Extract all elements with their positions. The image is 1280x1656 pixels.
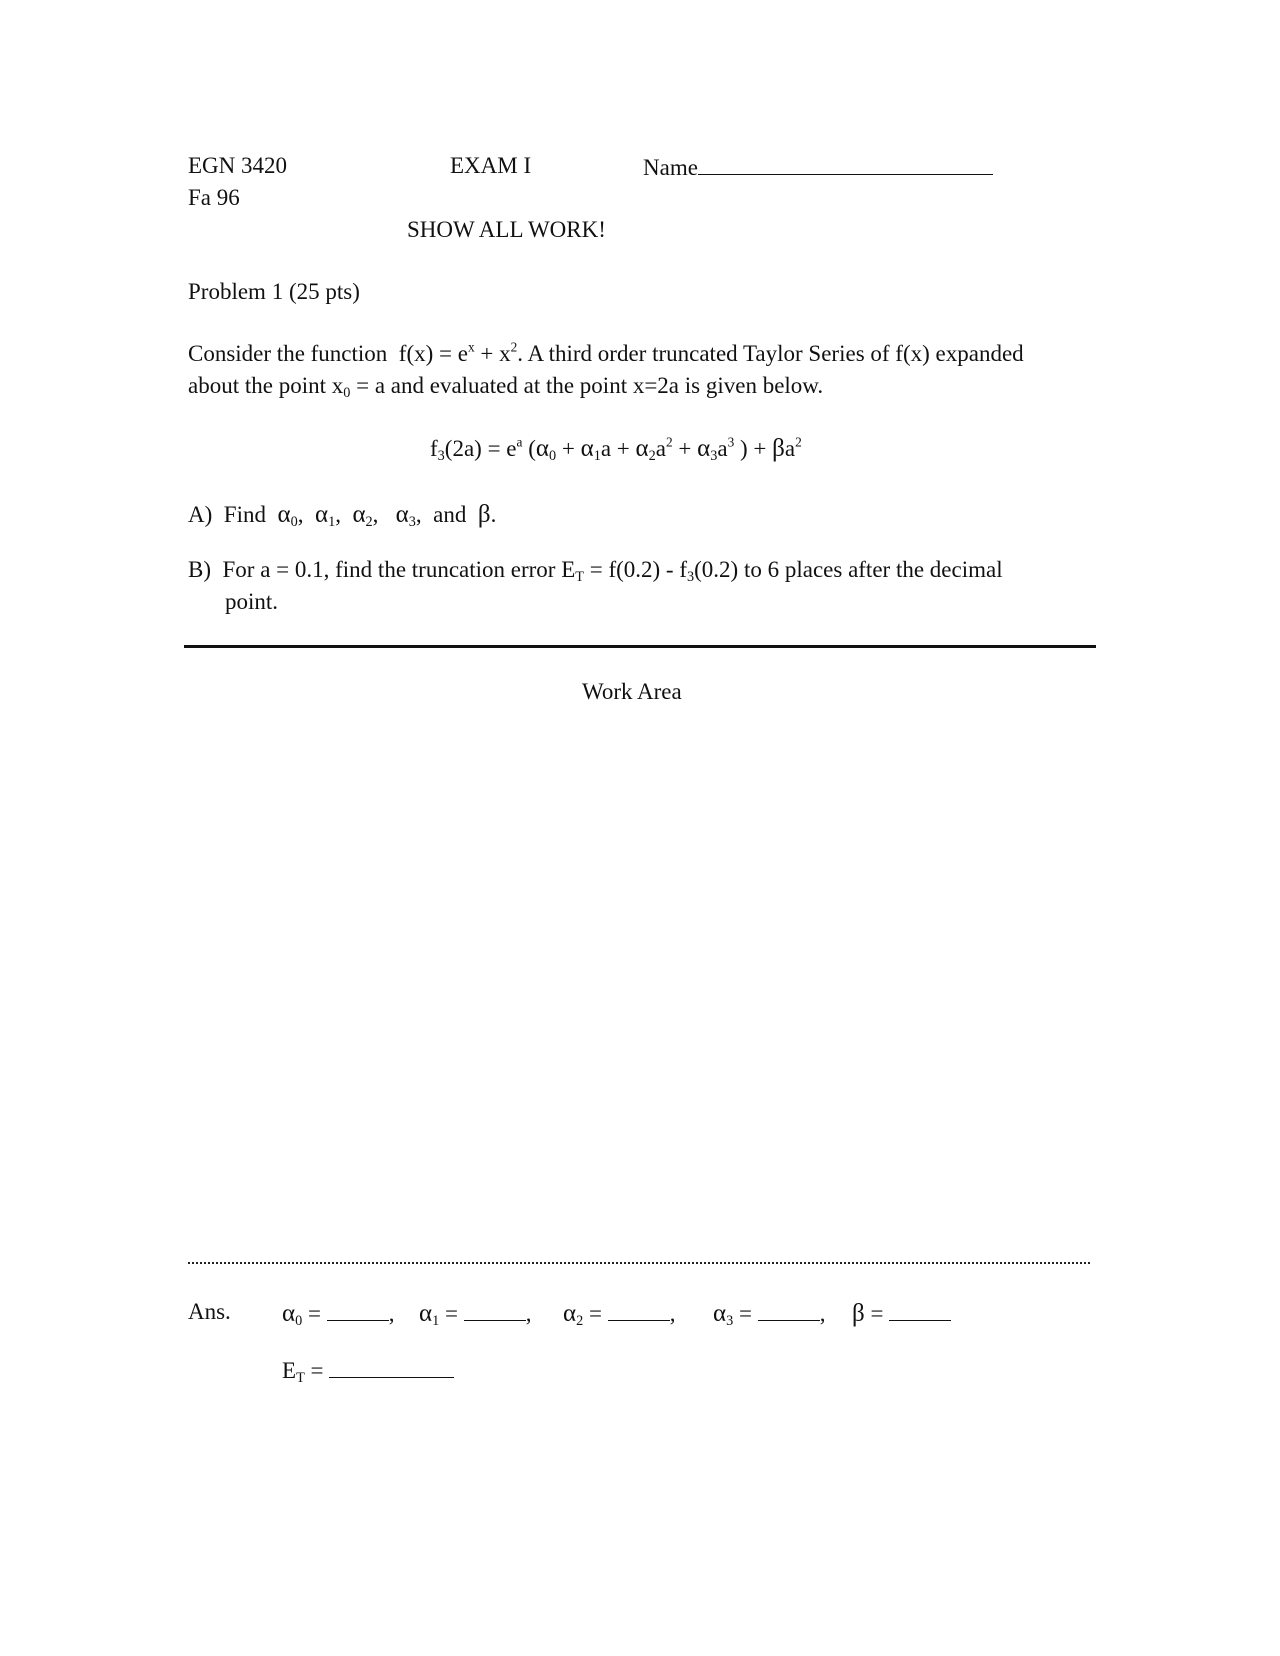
alpha3-blank[interactable] bbox=[758, 1300, 820, 1321]
et-blank[interactable] bbox=[329, 1357, 454, 1378]
part-a: A) Find $\alpha_0$, $\alpha_1$, $\alpha_2$, $\alpha_3$, and β. bbox=[188, 501, 497, 530]
divider-solid bbox=[184, 645, 1096, 648]
instruction: SHOW ALL WORK! bbox=[407, 217, 606, 242]
term: Fa 96 bbox=[188, 185, 240, 210]
alpha1-blank[interactable] bbox=[464, 1300, 526, 1321]
answer-alpha0[interactable]: $\alpha_0$ = , bbox=[282, 1300, 395, 1329]
course-code: EGN 3420 bbox=[188, 153, 288, 178]
problem-statement-line1: Consider the function $f(x) = e^x + x^2$. A third order truncated Taylor Series of f(x) expanded bbox=[188, 339, 1024, 366]
beta-blank[interactable] bbox=[889, 1300, 951, 1321]
problem-title: Problem 1 (25 pts) bbox=[188, 279, 360, 304]
problem-statement-line2: about the point $x_0 = a$ and evaluated at the point x=2a is given below. bbox=[188, 373, 824, 401]
part-b-line2: point. bbox=[225, 589, 279, 614]
alpha0-blank[interactable] bbox=[327, 1300, 389, 1321]
exam-title: EXAM I bbox=[450, 153, 532, 178]
answers-label: Ans. bbox=[188, 1299, 231, 1324]
name-field[interactable] bbox=[643, 154, 993, 179]
name-blank[interactable] bbox=[698, 154, 993, 175]
work-area-label: Work Area bbox=[582, 679, 682, 704]
answer-alpha2[interactable]: $\alpha_2$ = , bbox=[563, 1300, 676, 1329]
answer-alpha1[interactable]: $\alpha_1$ = , bbox=[419, 1300, 532, 1329]
answer-beta[interactable]: β = bbox=[852, 1300, 951, 1326]
name-label: Name bbox=[643, 155, 698, 180]
part-b-line1: B) For a = 0.1, find the truncation error $E_T = f(0.2) - f_3(0.2)$ to 6 places after the decimal bbox=[188, 557, 1003, 585]
answer-alpha3[interactable]: $\alpha_3$ = , bbox=[713, 1300, 826, 1329]
taylor-equation: $f_3(2a) = e^a$ ($\alpha_0 + \alpha_1a + \alpha_2a^2 + \alpha_3a^3$ ) + $\beta a^2$ bbox=[430, 434, 802, 464]
answer-truncation-error[interactable]: $E_T$ = bbox=[282, 1357, 454, 1382]
alpha2-blank[interactable] bbox=[608, 1300, 670, 1321]
divider-dotted bbox=[188, 1262, 1090, 1264]
